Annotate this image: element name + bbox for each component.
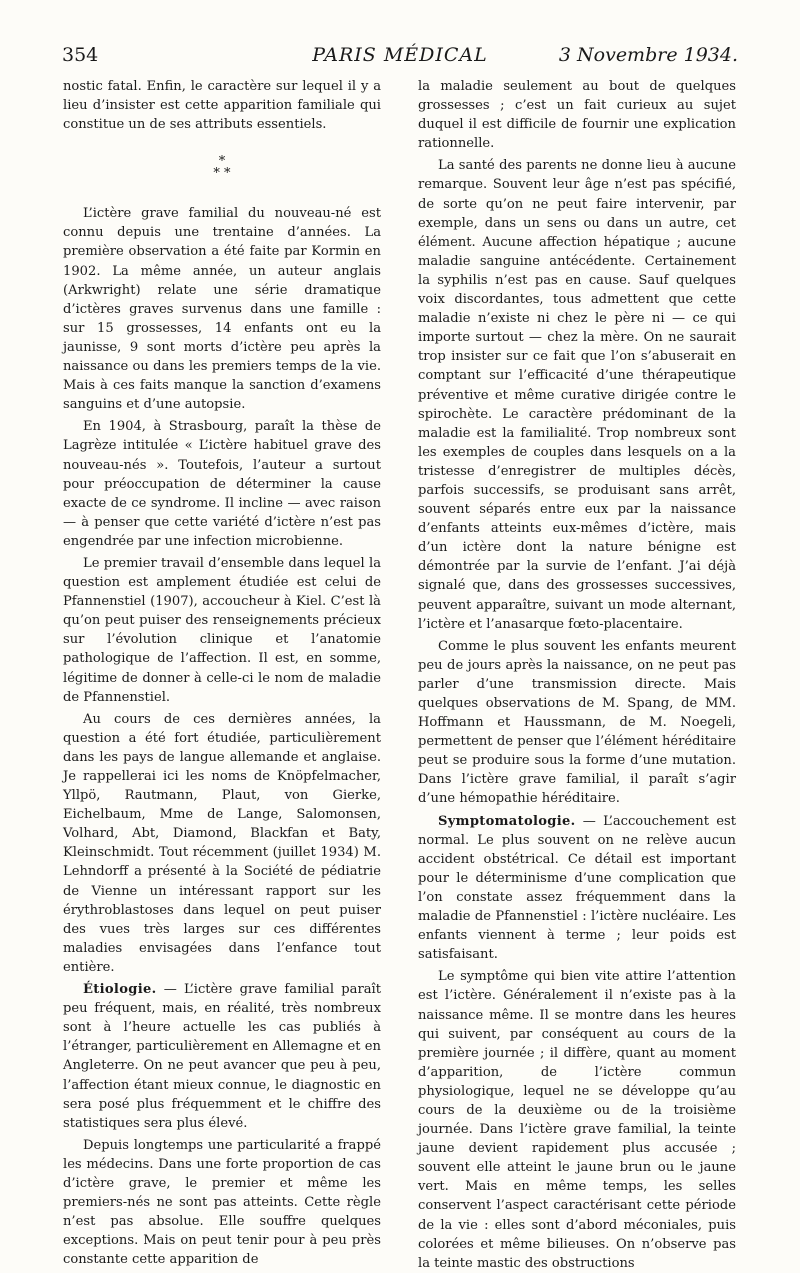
paragraph: Depuis longtemps une particularité a frappé les médecins. Dans une forte proportion de cas d’ictère grave, le premier et même les premiers-nés ne sont pas atteints. Cette règle n’est pas absolue. Elle souffre quelques exceptions. Mais on peut tenir pour à peu près constante cette apparition de bbox=[63, 1137, 381, 1268]
page-number: 354 bbox=[62, 44, 99, 66]
section-heading-etiologie: Étiologie. bbox=[83, 982, 157, 998]
page-header bbox=[62, 44, 738, 70]
journal-title: PARIS MÉDICAL bbox=[312, 44, 488, 66]
paragraph: Au cours de ces dernières années, la question a été fort étudiée, particulièrement dans les pays de langue allemande et anglaise. Je rappellerai ici les noms de Knöpfelmacher, Yllpö, Rautmann, Plaut, von Gierke, Eichelbaum, Mme de Lange, Salomonsen, Volhard, Abt, Diamond, Blackfan et Baty, Kleinschmidt. Tout récemment (juillet 1934) M. Lehndorff a présenté à la Société de pédiatrie de Vienne un intéressant rapport sur les érythroblastoses dans lequel on peut puiser des vues très larges sur ces différentes maladies envisagées dans l’enfance tout entière. bbox=[63, 711, 381, 975]
paragraph-symptomatologie bbox=[418, 812, 736, 965]
section-asterism bbox=[63, 156, 381, 180]
section-heading-symptomatologie: Symptomatologie. bbox=[438, 813, 576, 829]
issue-date: 3 Novembre 1934. bbox=[558, 44, 738, 66]
asterism-bottom: * * bbox=[213, 166, 231, 182]
paragraph-text: — L’accouchement est normal. Le plus souvent on ne relève aucun accident obstétrical. Ce détail est important pour le déterminisme d’une complication que l’on constate assez fréquemment dans la maladie de Pfannenstiel : l’ictère nucléaire. Les enfants viennent à terme ; leur poids est satisfaisant. bbox=[418, 813, 736, 963]
paragraph: nostic fatal. Enfin, le caractère sur lequel il y a lieu d’insister est cette apparition familiale qui constitue un de ses attributs essentiels. bbox=[63, 79, 381, 133]
paragraph: L’ictère grave familial du nouveau-né est connu depuis une trentaine d’années. La première observation a été faite par Kormin en 1902. La même année, un auteur anglais (Arkwright) relate une série dramatique d’ictères graves survenus dans une famille : sur 15 grossesses, 14 enfants ont eu la jaunisse, 9 sont morts d’ictère peu après la naissance ou dans les premiers temps de la vie. Mais à ces faits manque la sanction d’examens sanguins et d’une autopsie. bbox=[63, 206, 381, 413]
left-column bbox=[63, 77, 381, 1269]
paragraph: Le premier travail d’ensemble dans lequel la question est amplement étudiée est celui de Pfannenstiel (1907), accoucheur à Kiel. C’est là qu’on peut puiser des renseignements précieux sur l’évolution clinique et l’anatomie pathologique de l’affection. Il est, en somme, légitime de donner à celle-ci le nom de maladie de Pfannenstiel. bbox=[63, 555, 381, 705]
paragraph-etiologie bbox=[63, 980, 381, 1133]
paragraph-text: — L’ictère grave familial paraît peu fréquent, mais, en réalité, très nombreux sont à l’heure actuelle les cas publiés à l’étranger, particulièrement en Allemagne et en Angleterre. On ne peut avancer que peu à peu, l’affection étant mieux connue, le diagnostic en sera posé plus fréquemment et le chiffre des statistiques sera plus élevé. bbox=[63, 982, 381, 1131]
right-column bbox=[418, 77, 736, 1273]
paragraph: Comme le plus souvent les enfants meurent peu de jours après la naissance, on ne peut pas parler d’une transmission directe. Mais quelques observations de M. Spang, de MM. Hoffmann et Haussmann, de M. Noegeli, permettent de penser que l’élément héréditaire peut se produire sous la forme d’une mutation. Dans l’ictère grave familial, il paraît s’agir d’une hémopathie héréditaire. bbox=[418, 638, 736, 807]
asterism-top: * bbox=[218, 154, 226, 170]
paragraph: la maladie seulement au bout de quelques grossesses ; c’est un fait curieux au sujet duquel il est difficile de fournir une explication rationnelle. bbox=[418, 79, 736, 152]
paragraph: Le symptôme qui bien vite attire l’attention est l’ictère. Généralement il n’existe pas à la naissance même. Il se montre dans les heures qui suivent, par conséquent au cours de la première journée ; il diffère, quant au moment d’apparition, de l’ictère commun physiologique, lequel ne se développe qu’au cours de la deuxième ou de la troisième journée. Dans l’ictère grave familial, la teinte jaune devient rapidement plus accusée ; souvent elle atteint le jaune brun ou le jaune vert. Mais en même temps, les selles conservent l’aspect caractérisant cette période de la vie : elles sont d’abord méconiales, puis colorées et même bilieuses. On n’observe pas la teinte mastic des obstructions bbox=[418, 969, 736, 1271]
paragraph: En 1904, à Strasbourg, paraît la thèse de Lagrèze intitulée « L’ictère habituel grave des nouveau-nés ». Toutefois, l’auteur a surtout pour préoccupation de déterminer la cause exacte de ce syndrome. Il incline — avec raison — à penser que cette variété d’ictère n’est pas engendrée par une infection microbienne. bbox=[63, 419, 381, 549]
paragraph: La santé des parents ne donne lieu à aucune remarque. Souvent leur âge n’est pas spécifié, de sorte qu’on ne peut faire intervenir, par exemple, dans un sens ou dans un autre, cet élément. Aucune affection hépatique ; aucune maladie sanguine antécédente. Certainement la syphilis n’est pas en cause. Sauf quelques voix discordantes, tous admettent que cette maladie n’existe ni chez le père ni — ce qui importe surtout — chez la mère. On ne saurait trop insister sur ce fait que l’on s’abuserait en comptant sur l’efficacité d’une thérapeutique préventive et même curative dirigée contre le spirochète. Le caractère prédominant de la maladie est la familialité. Trop nombreux sont les exemples de couples dans lesquels on a la tristesse d’enregistrer de multiples décès, parfois successifs, se produisant sans arrêt, souvent séparés entre eux par la naissance d’enfants atteints eux-mêmes d’ictère, mais d’un ictère dont la nature bénigne est démontrée par la survie de l’enfant. J’ai déjà signalé que, dans des grossesses successives, peuvent apparaître, suivant un mode alternant, l’ictère et l’anasarque fœto-placentaire. bbox=[418, 158, 736, 632]
